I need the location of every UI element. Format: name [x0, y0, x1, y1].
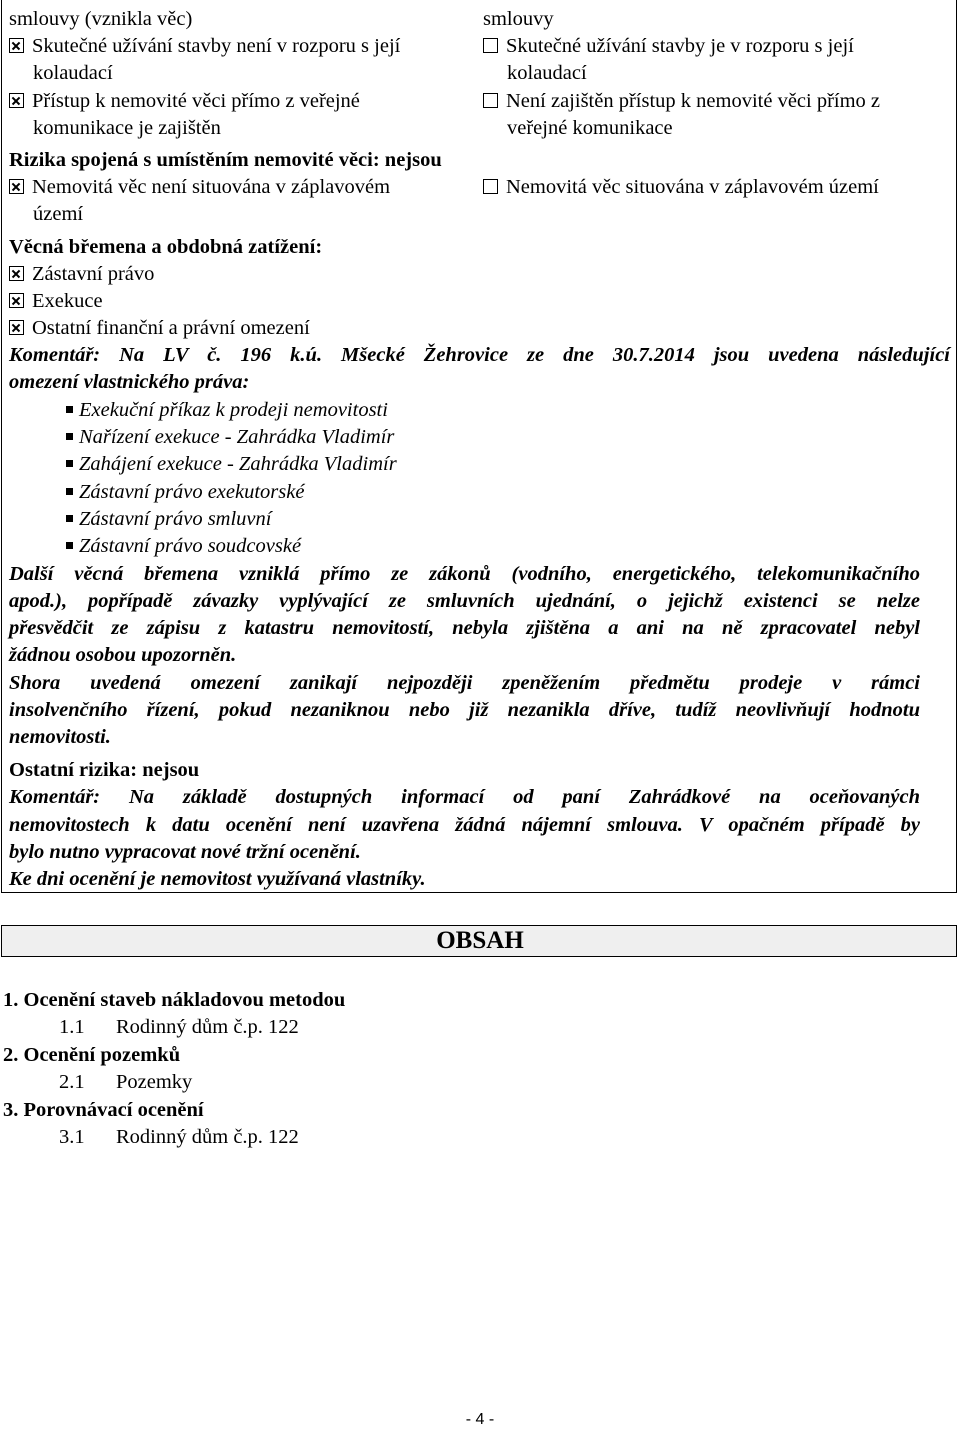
- check-no-flood-zone-cont: území: [33, 203, 84, 225]
- checked-box-icon: [9, 320, 24, 335]
- burdens-para1-line-4: žádnou osobou upozorněn.: [9, 644, 237, 666]
- toc-number: 2.1: [59, 1071, 85, 1093]
- restriction-item: Exekuční příkaz k prodeji nemovitosti: [79, 399, 388, 421]
- check-access-missing-cont: veřejné komunikace: [507, 117, 673, 139]
- left-title-continuation: smlouvy (vznikla věc): [9, 8, 193, 30]
- check-usage-ok: Skutečné užívání stavby není v rozporu s její: [9, 33, 400, 59]
- restriction-item: Zástavní právo smluvní: [79, 508, 272, 530]
- restriction-item: Zástavní právo exekutorské: [79, 481, 305, 503]
- checked-box-icon: [9, 93, 24, 108]
- toc-section-1: 1. Ocenění staveb nákladovou metodou: [3, 989, 346, 1011]
- other-risks-comment-line-3: bylo nutno vypracovat nové tržní ocenění.: [9, 841, 361, 863]
- burdens-para2-line-3: nemovitosti.: [9, 726, 111, 748]
- restriction-item: Nařízení exekuce - Zahrádka Vladimír: [79, 426, 395, 448]
- burdens-comment-line-2: omezení vlastnického práva:: [9, 371, 250, 393]
- check-usage-conflict-cont: kolaudací: [507, 62, 587, 84]
- toc-item-2-1: Pozemky: [116, 1071, 193, 1093]
- other-risks-comment-line-1: Komentář: Na základě dostupných informací od paní Zahrádkové na oceňovaných: [9, 786, 920, 808]
- check-flood-zone: Nemovitá věc situována v záplavovém území: [483, 174, 879, 200]
- toc-section-2: 2. Ocenění pozemků: [3, 1044, 181, 1066]
- unchecked-box-icon: [483, 38, 498, 53]
- bullet-square-icon: [66, 460, 73, 467]
- checked-box-icon: [9, 266, 24, 281]
- check-access-ok-cont: komunikace je zajištěn: [33, 117, 221, 139]
- toc-number: 1.1: [59, 1016, 85, 1038]
- burdens-para1-line-3: přesvědčit ze zápisu z katastru nemovitostí, nebyla zjištěna a ani na ně zpracovatel nebyl: [9, 617, 920, 639]
- checked-box-icon: [9, 38, 24, 53]
- checked-box-icon: [9, 293, 24, 308]
- location-risks-heading: Rizika spojená s umístěním nemovité věci: nejsou: [9, 149, 442, 171]
- bullet-square-icon: [66, 406, 73, 413]
- check-usage-ok-cont: kolaudací: [33, 62, 113, 84]
- burdens-comment-line-1: Komentář: Na LV č. 196 k.ú. Mšecké Žehrovice ze dne 30.7.2014 jsou uvedena následující: [9, 344, 950, 366]
- bullet-square-icon: [66, 433, 73, 440]
- burdens-para2-line-1: Shora uvedená omezení zanikají nejpozději zpeněžením předmětu prodeje v rámci: [9, 672, 920, 694]
- check-other-limits: Ostatní finanční a právní omezení: [9, 315, 310, 341]
- check-access-ok: Přístup k nemovité věci přímo z veřejné: [9, 88, 360, 114]
- check-usage-conflict: Skutečné užívání stavby je v rozporu s její: [483, 33, 854, 59]
- unchecked-box-icon: [483, 179, 498, 194]
- toc-item-3-1: Rodinný dům č.p. 122: [116, 1126, 299, 1148]
- toc-item-1-1: Rodinný dům č.p. 122: [116, 1016, 299, 1038]
- bullet-square-icon: [66, 488, 73, 495]
- restriction-item: Zástavní právo soudcovské: [79, 535, 302, 557]
- check-execution: Exekuce: [9, 288, 103, 314]
- page-number: - 4 -: [465, 1411, 495, 1428]
- burdens-para1-line-1: Další věcná břemena vzniklá přímo ze zákonů (vodního, energetického, telekomunikačního: [9, 563, 920, 585]
- checked-box-icon: [9, 179, 24, 194]
- toc-section-3: 3. Porovnávací ocenění: [3, 1099, 204, 1121]
- other-risks-heading: Ostatní rizika: nejsou: [9, 759, 200, 781]
- burdens-para2-line-2: insolvenčního řízení, pokud nezaniknou nebo již nezanikla dříve, tudíž neovlivňují hodnotu: [9, 699, 920, 721]
- right-title-continuation: smlouvy: [483, 8, 554, 30]
- other-risks-comment-line-2: nemovitostech k datu ocenění není uzavřena žádná nájemní smlouva. V opačném případě by: [9, 814, 920, 836]
- bullet-square-icon: [66, 515, 73, 522]
- toc-number: 3.1: [59, 1126, 85, 1148]
- burdens-heading: Věcná břemena a obdobná zatížení:: [9, 236, 323, 258]
- check-lien: Zástavní právo: [9, 261, 154, 287]
- bullet-square-icon: [66, 542, 73, 549]
- check-no-flood-zone: Nemovitá věc není situována v záplavovém: [9, 174, 390, 200]
- restriction-item: Zahájení exekuce - Zahrádka Vladimír: [79, 453, 397, 475]
- check-access-missing: Není zajištěn přístup k nemovité věci přímo z: [483, 88, 880, 114]
- owner-use-note: Ke dni ocenění je nemovitost využívaná vlastníky.: [9, 868, 426, 890]
- contents-title: OBSAH: [436, 927, 524, 954]
- burdens-para1-line-2: apod.), popřípadě závazky vyplývající ze smluvních ujednání, o jejichž existenci se nelze: [9, 590, 920, 612]
- unchecked-box-icon: [483, 93, 498, 108]
